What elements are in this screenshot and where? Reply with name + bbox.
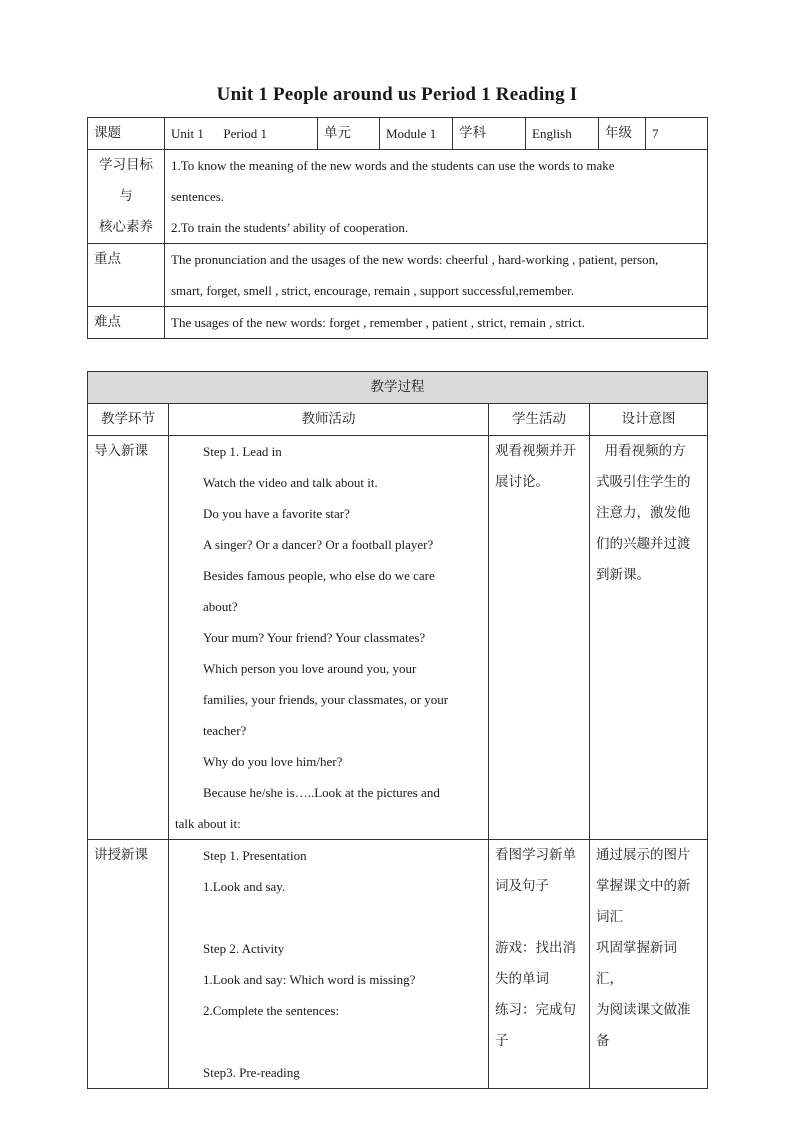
subject-value: English [526, 118, 599, 150]
design-line: 式吸引住学生的 [596, 474, 691, 490]
student-line: 词及句子 [495, 878, 549, 894]
design-intent-new-lesson [590, 840, 708, 1089]
goals-label-line: 学习目标 [99, 157, 153, 173]
teacher-activity-intro [169, 436, 489, 840]
key-points-row [88, 244, 708, 307]
student-line: 看图学习新单 [495, 847, 576, 863]
teacher-line: Because he/she is…..Look at the pictures and [203, 785, 440, 800]
design-line: 注意力，激发他 [596, 505, 691, 521]
key-points-text [165, 244, 708, 307]
teacher-line: 1.Look and say: Which word is missing? [203, 972, 416, 987]
teacher-line: about? [203, 599, 238, 614]
key-points-line: smart, forget, smell , strict, encourage, remain , support successful,remember. [171, 283, 574, 298]
student-activity-intro [489, 436, 590, 840]
teacher-line [175, 902, 482, 933]
design-line: 通过展示的图片 [596, 847, 691, 863]
process-banner: 教学过程 [88, 372, 708, 404]
teacher-line: Why do you love him/her? [203, 754, 343, 769]
teacher-line: teacher? [203, 723, 247, 738]
topic-label: 课题 [88, 118, 165, 150]
key-points-line: The pronunciation and the usages of the new words: cheerful , hard-working , patient, person, [171, 252, 659, 267]
header-design: 设计意图 [590, 404, 708, 436]
unit-value: Module 1 [380, 118, 453, 150]
design-line: 词汇 [596, 909, 623, 925]
student-line [495, 902, 583, 933]
difficult-points-label: 难点 [88, 307, 165, 339]
teacher-line: Step3. Pre-reading [203, 1065, 300, 1080]
teacher-activity-new-lesson [169, 840, 489, 1089]
teacher-line: Which person you love around you, your [203, 661, 417, 676]
teacher-line [175, 1026, 482, 1057]
header-stage: 教学环节 [88, 404, 169, 436]
teacher-line: families, your friends, your classmates, or your [203, 692, 449, 707]
teacher-line: talk about it: [175, 816, 241, 831]
document-title: Unit 1 People around us Period 1 Reading I [216, 84, 578, 105]
student-line: 观看视频并开 [495, 443, 576, 459]
teacher-line: Step 2. Activity [203, 941, 285, 956]
goals-label-line: 与 [119, 188, 133, 204]
student-line: 展讨论。 [495, 474, 549, 490]
design-line: 们的兴趣并过渡 [596, 536, 691, 552]
design-line: 为阅读课文做准 [596, 1002, 691, 1018]
goals-label [88, 150, 165, 244]
teacher-line: Besides famous people, who else do we care [203, 568, 435, 583]
process-row-new-lesson [88, 840, 708, 1089]
teacher-line: Step 1. Presentation [203, 848, 307, 863]
student-activity-new-lesson [489, 840, 590, 1089]
teacher-line: Step 1. Lead in [203, 444, 282, 459]
grade-value: 7 [646, 118, 708, 150]
topic-value: Unit 1 Period 1 [165, 118, 318, 150]
info-row [88, 118, 708, 150]
goals-line: 2.To train the students’ ability of cooperation. [171, 220, 409, 235]
student-line: 失的单词 [495, 971, 549, 987]
student-line: 练习：完成句 [495, 1002, 576, 1018]
header-teacher: 教师活动 [169, 404, 489, 436]
process-banner-row [88, 372, 708, 404]
design-line: 到新课。 [596, 567, 650, 583]
teacher-line: Your mum? Your friend? Your classmates? [203, 630, 426, 645]
student-line: 子 [495, 1033, 509, 1049]
design-line: 掌握课文中的新 [596, 878, 691, 894]
goals-line: 1.To know the meaning of the new words and the students can use the words to make [171, 158, 615, 173]
stage-new-lesson: 讲授新课 [88, 840, 169, 1089]
teacher-line: A singer? Or a dancer? Or a football player? [203, 537, 434, 552]
lesson-info-table [87, 117, 708, 339]
goals-line: sentences. [171, 189, 225, 204]
goals-label-line: 核心素养 [99, 219, 153, 235]
difficult-points-row [88, 307, 708, 339]
teacher-line: 1.Look and say. [203, 879, 286, 894]
grade-label: 年级 [599, 118, 646, 150]
process-row-intro [88, 436, 708, 840]
teacher-line: Watch the video and talk about it. [203, 475, 378, 490]
design-line: 备 [596, 1033, 610, 1049]
key-points-label: 重点 [88, 244, 165, 307]
teaching-process-table [87, 371, 708, 1089]
unit-label: 单元 [318, 118, 380, 150]
goals-text [165, 150, 708, 244]
design-line: 用看视频的方 [596, 443, 686, 459]
teacher-line: Do you have a favorite star? [203, 506, 350, 521]
difficult-points-text: The usages of the new words: forget , remember , patient , strict, remain , strict. [165, 307, 708, 339]
goals-row [88, 150, 708, 244]
design-line: 巩固掌握新词汇， [596, 940, 677, 987]
process-header-row [88, 404, 708, 436]
stage-intro: 导入新课 [88, 436, 169, 840]
teacher-line: 2.Complete the sentences: [203, 1003, 340, 1018]
subject-label: 学科 [453, 118, 526, 150]
design-intent-intro [590, 436, 708, 840]
header-student: 学生活动 [489, 404, 590, 436]
student-line: 游戏：找出消 [495, 940, 576, 956]
